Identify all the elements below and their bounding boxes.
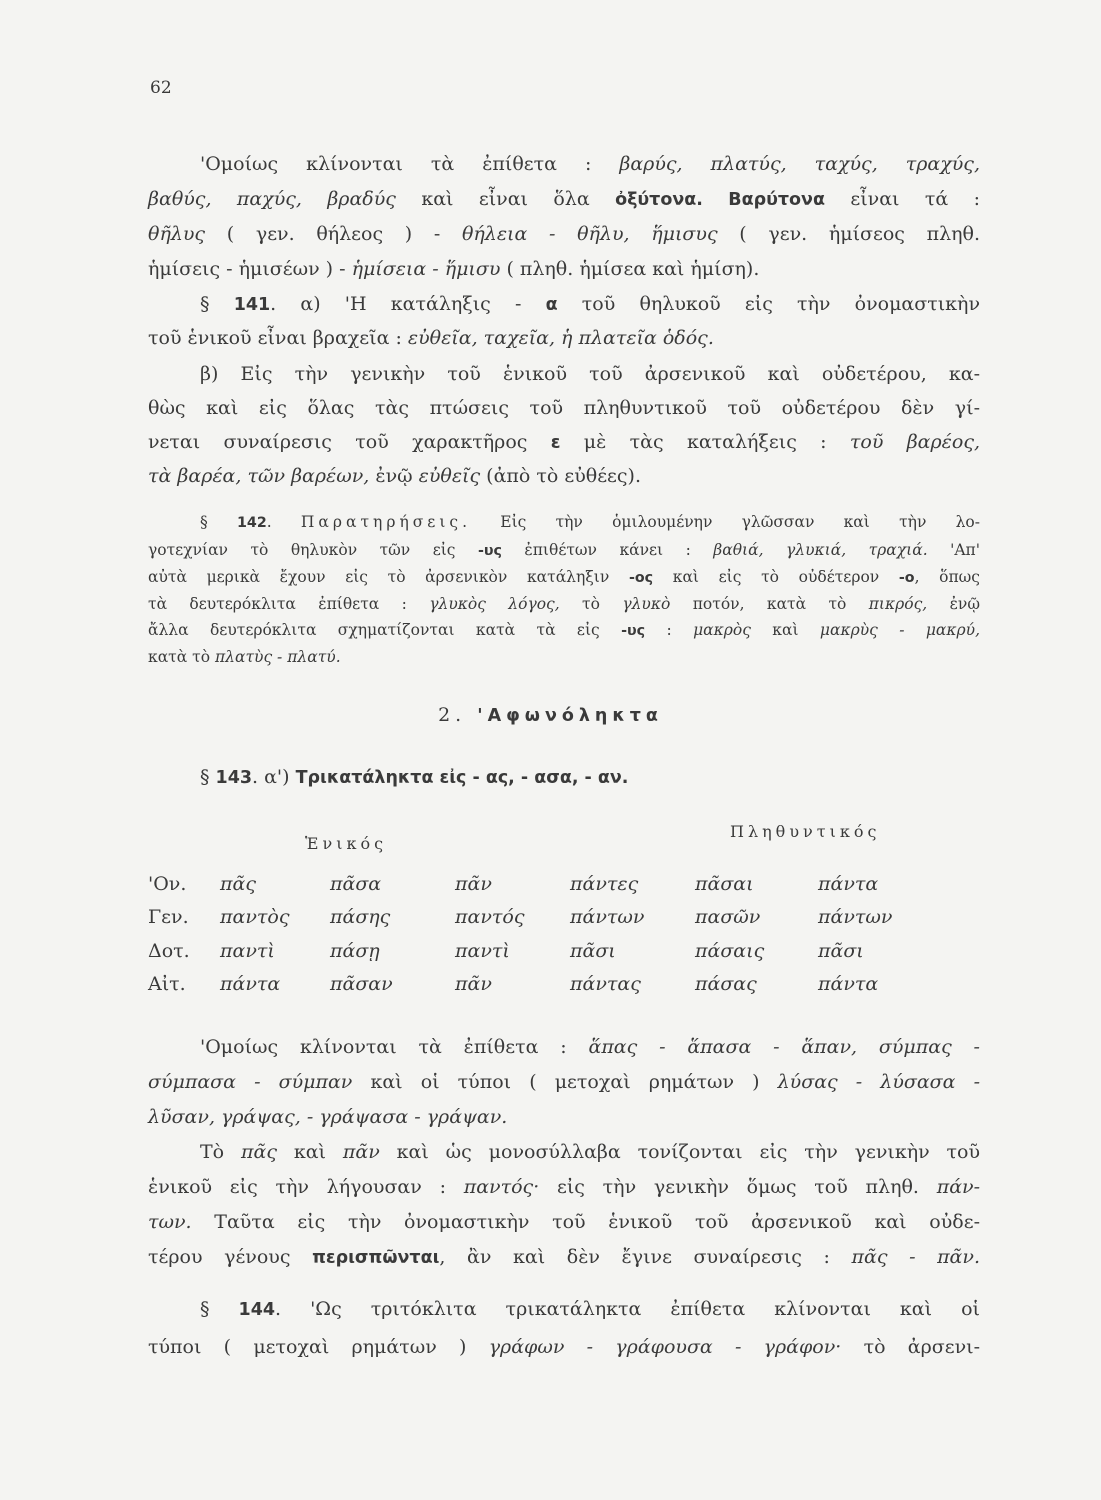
text-segment: § <box>200 513 237 531</box>
text-line <box>200 765 980 790</box>
text-segment: Τρικατάληκτα εἰς - ας, - ασα, - αν. <box>295 768 629 788</box>
text-segment: ποτόν, κατὰ τὸ <box>670 595 869 613</box>
declension-form: πᾶσα <box>330 873 382 895</box>
declension-form: παντὸς <box>220 906 290 928</box>
text-line <box>200 152 980 176</box>
text-line <box>148 1245 980 1270</box>
text-line <box>148 1105 980 1129</box>
text-segment: -υς <box>621 623 646 639</box>
case-label: Δοτ. <box>148 940 190 962</box>
text-segment: γοτεχνίαν τὸ θηλυκὸν τῶν εἰς <box>148 541 478 559</box>
text-segment: γλυκὸς λόγος, <box>429 595 560 613</box>
text-segment: ε <box>550 433 561 453</box>
text-segment: 'Απ' <box>927 541 980 559</box>
text-segment: γράφων - γράφουσα - γράφον· <box>488 1336 842 1358</box>
plural-header: Πληθυντικός <box>730 822 881 841</box>
text-segment: τὰ βαρέα, τῶν βαρέων, <box>148 465 376 487</box>
heading-title: 'Αφωνόληκτα <box>477 706 663 726</box>
text-segment: γλυκὸ <box>622 595 671 613</box>
text-segment: § <box>200 1298 239 1320</box>
case-label: 'Ον. <box>148 873 187 895</box>
text-segment: θῆλυς <box>148 223 227 245</box>
declension-form: παντός <box>455 906 525 928</box>
text-segment: καὶ εἶναι ὅλα <box>421 188 616 210</box>
text-segment: λῦσαν, γράψας, - γράψασα - γράψαν. <box>148 1106 508 1128</box>
text-segment: § <box>200 293 234 315</box>
text-segment: ἡμίσεια - ἥμισυ <box>351 258 501 280</box>
text-line <box>148 257 980 281</box>
case-label: Γεν. <box>148 906 189 928</box>
singular-header: Ἑνικός <box>305 834 388 853</box>
text-segment: λύσας - λύσασα - <box>777 1071 980 1093</box>
declension-form: πάντα <box>818 973 879 995</box>
text-line <box>148 565 980 590</box>
declension-form: πάσῃ <box>330 940 380 962</box>
text-segment: ( γεν. ἡμίσεος πληθ. <box>717 223 980 245</box>
text-segment: Εἰς τὴν ὁμιλουμένην γλῶσσαν καὶ τὴν λο- <box>471 513 980 531</box>
text-segment: ἑνικοῦ εἰς τὴν λήγουσαν : <box>148 1176 464 1198</box>
declension-form: πάντων <box>570 906 645 928</box>
text-segment: Τὸ <box>200 1141 241 1163</box>
declension-form: πάντα <box>220 973 281 995</box>
declension-form: πασῶν <box>695 906 761 928</box>
text-line <box>200 1297 980 1322</box>
declension-form: παντὶ <box>455 940 510 962</box>
text-segment: τέρου γένους <box>148 1246 313 1268</box>
declension-form: πᾶσι <box>818 940 864 962</box>
declension-form: πᾶσαν <box>330 973 393 995</box>
declension-form: παντὶ <box>220 940 275 962</box>
text-segment: ( πληθ. ἡμίσεα καὶ ἡμίση). <box>500 258 760 280</box>
declension-form: πᾶς <box>220 873 256 895</box>
text-line <box>148 1175 980 1199</box>
text-segment: ἄλλα δευτερόκλιτα σχηματίζονται κατὰ τὰ εἰς <box>148 621 622 639</box>
text-segment: σύμπασα - σύμπαν <box>148 1071 353 1093</box>
declension-form: πᾶσαι <box>695 873 754 895</box>
text-segment: βαρύς, πλατύς, ταχύς, τραχύς, <box>619 153 980 175</box>
declension-form: πᾶν <box>455 873 492 895</box>
text-segment: , ὅπως <box>914 568 980 586</box>
text-segment: 144 <box>238 1300 276 1320</box>
text-segment: κατὰ τὸ <box>148 648 215 666</box>
text-segment: μὲ τὰς καταλήξεις : <box>560 431 850 453</box>
declension-form: πάντα <box>818 873 879 895</box>
text-segment: καὶ οἱ τύποι ( μετοχαὶ ρημάτων ) <box>352 1071 778 1093</box>
text-segment: περισπῶνται <box>312 1248 440 1268</box>
declension-form: πάσαις <box>695 940 765 962</box>
text-line <box>148 592 980 616</box>
text-segment: 'Ομοίως κλίνονται τὰ ἐπίθετα : <box>200 1036 589 1058</box>
text-segment: 'Ομοίως κλίνονται τὰ ἐπίθετα : <box>200 153 620 175</box>
text-segment: τοῦ βαρέος, <box>849 431 980 453</box>
text-segment: . <box>266 513 301 531</box>
text-segment: ὀξύτονα. Βαρύτονα <box>615 190 825 210</box>
text-segment: § <box>200 766 216 788</box>
text-line <box>148 430 980 455</box>
text-segment: (ἀπὸ τὸ εὐθέες). <box>480 465 641 487</box>
declension-form: πάντας <box>570 973 641 995</box>
text-segment: μακρὺς - μακρύ, <box>819 621 980 639</box>
text-segment: εὐθεῖς <box>418 465 481 487</box>
text-segment: πᾶς <box>241 1141 277 1163</box>
declension-form: πάντες <box>570 873 639 895</box>
text-segment: τύποι ( μετοχαὶ ρημάτων ) <box>148 1336 489 1358</box>
text-segment: β) Εἰς τὴν γενικὴν τοῦ ἑνικοῦ τοῦ ἀρσενικοῦ καὶ οὐδετέρου, κα- <box>200 363 980 385</box>
text-line <box>148 464 980 488</box>
text-segment: νεται συναίρεσις τοῦ χαρακτῆρος <box>148 431 551 453</box>
text-line <box>148 396 980 420</box>
text-segment: βαθύς, παχύς, βραδύς <box>148 188 422 210</box>
section-heading <box>0 704 1101 726</box>
declension-form: πᾶν <box>455 973 492 995</box>
text-segment: -ος <box>628 570 654 586</box>
declension-form: πάντων <box>818 906 893 928</box>
text-segment: , ἂν καὶ δὲν ἔγινε συναίρεσις : <box>439 1246 852 1268</box>
text-segment: καὶ ὡς μονοσύλλαβα τονίζονται εἰς τὴν γενικὴν τοῦ <box>379 1141 981 1163</box>
text-segment: . α) 'Η κατάληξις - <box>270 293 546 315</box>
text-segment: εἶναι τά : <box>824 188 980 210</box>
declension-form: πάσας <box>695 973 757 995</box>
text-segment: πλατὺς - πλατύ. <box>214 648 341 666</box>
text-line <box>200 1035 980 1059</box>
text-line <box>148 618 980 643</box>
text-segment: εὐθεῖα, ταχεῖα, ἡ πλατεῖα ὁδός. <box>407 327 714 349</box>
text-segment <box>630 223 652 245</box>
text-segment: 143 <box>215 768 253 788</box>
text-segment: πᾶν <box>342 1141 380 1163</box>
text-segment: αὐτὰ μερικὰ ἔχουν εἰς τὸ ἀρσενικὸν κατάληξιν <box>148 568 629 586</box>
text-segment: τοῦ θηλυκοῦ εἰς τὴν ὀνομαστικὴν <box>557 293 980 315</box>
text-segment: θὼς καὶ εἰς ὅλας τὰς πτώσεις τοῦ πληθυντικοῦ τοῦ οὐδετέρου δὲν γί- <box>148 397 980 419</box>
text-line <box>200 292 980 317</box>
text-segment: εἰς τὴν γενικὴν ὅμως τοῦ πληθ. <box>539 1176 937 1198</box>
text-segment: ἐπιθέτων κάνει : <box>501 541 714 559</box>
text-line <box>200 1140 980 1164</box>
text-segment: 142 <box>236 515 267 531</box>
text-line <box>148 326 980 350</box>
declension-form: πᾶσι <box>570 940 616 962</box>
text-line <box>148 1335 980 1359</box>
text-segment: ἐνῷ <box>375 465 419 487</box>
text-segment: ἅπας - ἅπασα - ἅπαν, σύμπας - <box>588 1036 980 1058</box>
text-segment: ἡμίσεις - ἡμισέων ) - <box>148 258 352 280</box>
page-number: 62 <box>150 78 172 98</box>
text-segment: πάν- <box>936 1176 980 1198</box>
text-segment: παντός· <box>463 1176 540 1198</box>
text-segment: μακρὸς <box>693 621 751 639</box>
text-segment: πικρός, <box>868 595 928 613</box>
text-segment: καὶ <box>750 621 820 639</box>
declension-form: πάσης <box>330 906 391 928</box>
text-line <box>148 1070 980 1094</box>
text-segment: Ταῦτα εἰς τὴν ὀνομαστικὴν τοῦ ἑνικοῦ τοῦ ἀρσενικοῦ καὶ οὐδε- <box>191 1211 980 1233</box>
text-segment: . 'Ως τριτόκλιτα τρικατάληκτα ἐπίθετα κλίνονται καὶ οἱ <box>275 1298 981 1320</box>
text-segment: -υς <box>477 543 502 559</box>
text-segment: Παρατηρήσεις. <box>300 513 472 531</box>
text-segment: . α') <box>252 766 296 788</box>
text-segment: καὶ εἰς τὸ οὐδέτερον <box>653 568 899 586</box>
text-segment: ἥμισυς <box>651 223 718 245</box>
text-segment: πᾶς - πᾶν. <box>851 1246 980 1268</box>
text-line <box>148 538 980 563</box>
text-segment: : <box>645 621 694 639</box>
text-line <box>200 362 980 386</box>
text-segment: βαθιά, γλυκιά, τραχιά. <box>713 541 928 559</box>
text-line <box>148 187 980 212</box>
text-segment: καὶ <box>276 1141 343 1163</box>
text-line <box>148 222 980 246</box>
text-segment: τὰ δευτερόκλιτα ἐπίθετα : <box>148 595 430 613</box>
text-segment: ἐνῷ <box>927 595 980 613</box>
text-line <box>200 510 980 535</box>
text-segment: τὸ ἀρσενι- <box>841 1336 980 1358</box>
heading-number: 2. <box>438 704 478 726</box>
text-segment: θήλεια - θῆλυ, <box>461 223 630 245</box>
text-segment: 141 <box>233 295 271 315</box>
text-segment: -ο <box>898 570 915 586</box>
text-line <box>148 645 980 669</box>
text-line <box>148 1210 980 1234</box>
text-segment: ( γεν. θήλεος ) - <box>226 223 462 245</box>
case-label: Αἰτ. <box>148 973 186 995</box>
text-segment: των. <box>148 1211 192 1233</box>
text-segment: τοῦ ἑνικοῦ εἶναι βραχεῖα : <box>148 327 408 349</box>
text-segment: α <box>545 295 558 315</box>
text-segment: τὸ <box>559 595 623 613</box>
